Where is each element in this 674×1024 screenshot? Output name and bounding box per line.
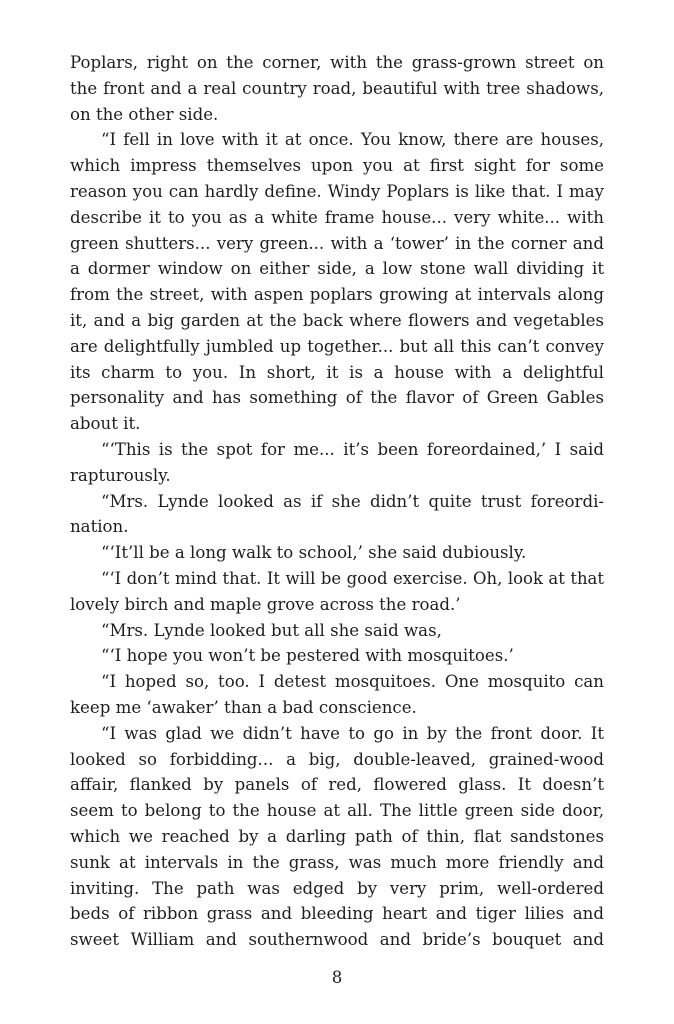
text-line: affair, flanked by panels of red, flowered glass. It doesn’t: [70, 775, 604, 795]
text-line: inviting. The path was edged by very prim, well-ordered: [70, 878, 604, 898]
text-line: are delightfully jumbled up together... but all this can’t convey: [70, 336, 604, 356]
text-line: a dormer window on either side, a low stone wall dividing it: [70, 259, 604, 279]
text-line: “‘I don’t mind that. It will be good exercise. Oh, look at that: [101, 568, 604, 588]
text-line: sunk at intervals in the grass, was much more friendly and: [70, 852, 604, 872]
text-line: sweet William and southernwood and bride’s bouquet and: [70, 930, 604, 950]
text-line: nation.: [70, 517, 129, 537]
text-line: “‘This is the spot for me... it’s been foreordained,’ I said: [101, 439, 604, 459]
text-line: “Mrs. Lynde looked but all she said was,: [101, 620, 442, 640]
text-line: “I hoped so, too. I detest mosquitoes. One mosquito can: [101, 672, 604, 692]
text-line: “‘It’ll be a long walk to school,’ she said dubiously.: [101, 543, 527, 563]
text-line: “‘I hope you won’t be pestered with mosquitoes.’: [101, 646, 514, 666]
text-line: “I fell in love with it at once. You know, there are houses,: [101, 130, 604, 150]
text-line: about it.: [70, 414, 141, 434]
page-number: 8: [331, 968, 343, 987]
text-line: seem to belong to the house at all. The little green side door,: [70, 801, 604, 821]
text-line: reason you can hardly define. Windy Poplars is like that. I may: [70, 181, 604, 201]
text-line: Poplars, right on the corner, with the grass-grown street on: [70, 53, 604, 72]
text-line: on the other side.: [70, 104, 219, 124]
text-line: describe it to you as a white frame house... very white... with: [70, 207, 604, 227]
text-line: lovely birch and maple grove across the road.’: [70, 594, 461, 614]
text-line: the front and a real country road, beautiful with tree shadows,: [70, 78, 604, 98]
text-line: keep me ‘awaker’ than a bad conscience.: [70, 697, 417, 717]
text-line: from the street, with aspen poplars growing at intervals along: [70, 285, 604, 305]
text-line: which impress themselves upon you at first sight for some: [70, 156, 604, 176]
text-line: rapturously.: [70, 465, 171, 485]
text-line: “I was glad we didn’t have to go in by the front door. It: [101, 723, 604, 743]
text-line: “Mrs. Lynde looked as if she didn’t quite trust foreordi-: [101, 491, 604, 511]
body-text: [70, 50, 604, 953]
text-line: personality and has something of the flavor of Green Gables: [70, 388, 604, 408]
text-line: beds of ribbon grass and bleeding heart and tiger lilies and: [70, 904, 604, 924]
text-line: looked so forbidding... a big, double-leaved, grained-wood: [70, 749, 604, 769]
text-line: green shutters... very green... with a ‘tower’ in the corner and: [70, 233, 604, 253]
text-line: it, and a big garden at the back where flowers and vegetables: [70, 310, 604, 330]
text-line: its charm to you. In short, it is a house with a delightful: [70, 362, 604, 382]
text-line: which we reached by a darling path of thin, flat sandstones: [70, 826, 604, 846]
